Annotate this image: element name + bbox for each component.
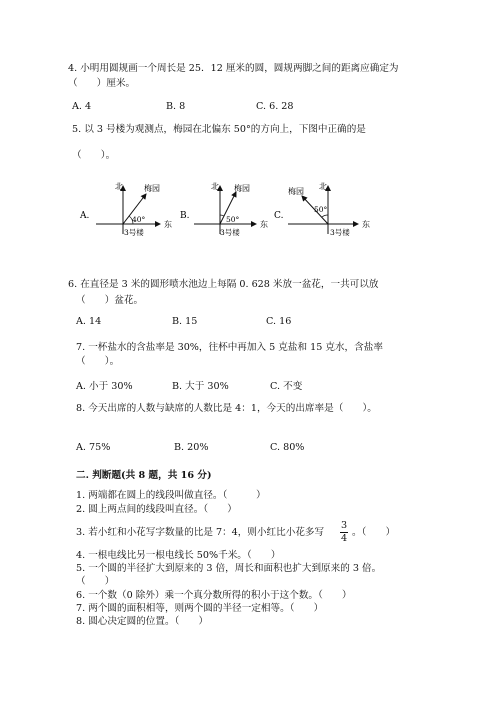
q5-figure-c[interactable] bbox=[272, 180, 382, 240]
q5-line1: 5. 以 3 号楼为观测点，梅园在北偏东 50°的方向上，下图中正确的是 bbox=[72, 124, 366, 135]
figure-c-letter: C. bbox=[274, 211, 284, 221]
q6-option-b[interactable]: B. 15 bbox=[172, 316, 198, 327]
q8-option-c[interactable]: C. 80% bbox=[270, 442, 305, 453]
building-label: 3号楼 bbox=[220, 228, 240, 237]
north-label: 北 bbox=[211, 182, 219, 191]
angle-label: 40° bbox=[132, 215, 146, 224]
figure-a-letter: A. bbox=[80, 211, 90, 221]
q4-option-c[interactable]: C. 6. 28 bbox=[256, 101, 294, 112]
east-label: 东 bbox=[362, 220, 370, 229]
north-label: 北 bbox=[319, 182, 327, 191]
q5-line2: （ ）。 bbox=[72, 150, 116, 161]
garden-label: 梅园 bbox=[144, 184, 160, 193]
q4-option-a[interactable]: A. 4 bbox=[72, 101, 92, 112]
q6-line1: 6. 在直径是 3 米的圆形喷水池边上每隔 0. 628 米放一盆花，一共可以放 bbox=[68, 279, 379, 290]
garden-label: 梅园 bbox=[288, 187, 304, 196]
east-label: 东 bbox=[260, 220, 268, 229]
judge-item-3[interactable]: 3. 若小红和小花写字数量的比是 7：4，则小红比小花多写 bbox=[76, 527, 325, 538]
garden-label: 梅园 bbox=[234, 184, 250, 193]
angle-arc bbox=[220, 215, 224, 216]
angle-arc bbox=[322, 215, 328, 217]
angle-label: 50° bbox=[314, 205, 328, 214]
section-title: 二. 判断题(共 8 题，共 16 分) bbox=[76, 470, 212, 481]
q7-option-c[interactable]: C. 不变 bbox=[270, 381, 303, 392]
building-label: 3号楼 bbox=[330, 228, 350, 237]
judge-item-6[interactable]: 6. 一个数（0 除外）乘一个真分数所得的积小于这个数。（ ） bbox=[76, 590, 352, 601]
judge-item-3-tail[interactable]: 。（ ） bbox=[352, 527, 396, 538]
judge-item-8[interactable]: 8. 圆心决定圆的位置。（ ） bbox=[76, 616, 209, 627]
q4-line1: 4. 小明用圆规画一个周长是 25．12 厘米的圆，圆规两脚之间的距离应确定为 bbox=[68, 63, 399, 74]
fraction bbox=[340, 521, 348, 544]
building-label: 3号楼 bbox=[124, 228, 144, 237]
q7-option-a[interactable]: A. 小于 30% bbox=[76, 381, 133, 392]
q5-figure-a[interactable] bbox=[78, 180, 178, 240]
judge-item-5-tail[interactable]: （ ） bbox=[76, 576, 115, 587]
q8-option-b[interactable]: B. 20% bbox=[174, 442, 209, 453]
judge-item-2[interactable]: 2. 圆上两点间的线段叫直径。（ ） bbox=[76, 504, 237, 515]
q8-line1: 8. 今天出席的人数与缺席的人数比是 4：1，今天的出席率是（ ）。 bbox=[76, 403, 377, 414]
figure-b-letter: B. bbox=[180, 211, 190, 221]
q5-figure-b[interactable] bbox=[178, 180, 278, 240]
q6-line2: （ ）盆花。 bbox=[76, 295, 144, 306]
q4-line2: （ ）厘米。 bbox=[68, 78, 136, 89]
judge-item-1[interactable]: 1. 两端都在圆上的线段叫做直径。（ ） bbox=[76, 490, 266, 501]
judge-item-5[interactable]: 5. 一个圆的半径扩大到原来的 3 倍，周长和面积也扩大到原来的 3 倍。 bbox=[76, 563, 382, 574]
q6-option-c[interactable]: C. 16 bbox=[266, 316, 292, 327]
east-label: 东 bbox=[164, 220, 172, 229]
north-label: 北 bbox=[115, 182, 123, 191]
judge-item-4[interactable]: 4. 一根电线比另一根电线长 50%千米。（ ） bbox=[76, 550, 281, 561]
q6-option-a[interactable]: A. 14 bbox=[76, 316, 102, 327]
q7-option-b[interactable]: B. 大于 30% bbox=[172, 381, 229, 392]
fraction-denominator: 4 bbox=[340, 533, 348, 544]
q8-option-a[interactable]: A. 75% bbox=[76, 442, 111, 453]
fraction-numerator: 3 bbox=[340, 520, 348, 531]
q4-option-b[interactable]: B. 8 bbox=[166, 101, 186, 112]
angle-label: 50° bbox=[226, 215, 240, 224]
judge-item-7[interactable]: 7. 两个圆的面积相等，则两个圆的半径一定相等。（ ） bbox=[76, 603, 324, 614]
q7-line1: 7. 一杯盐水的含盐率是 30%，往杯中再加入 5 克盐和 15 克水，含盐率 bbox=[76, 342, 383, 353]
q7-line2: （ ）。 bbox=[76, 356, 120, 367]
